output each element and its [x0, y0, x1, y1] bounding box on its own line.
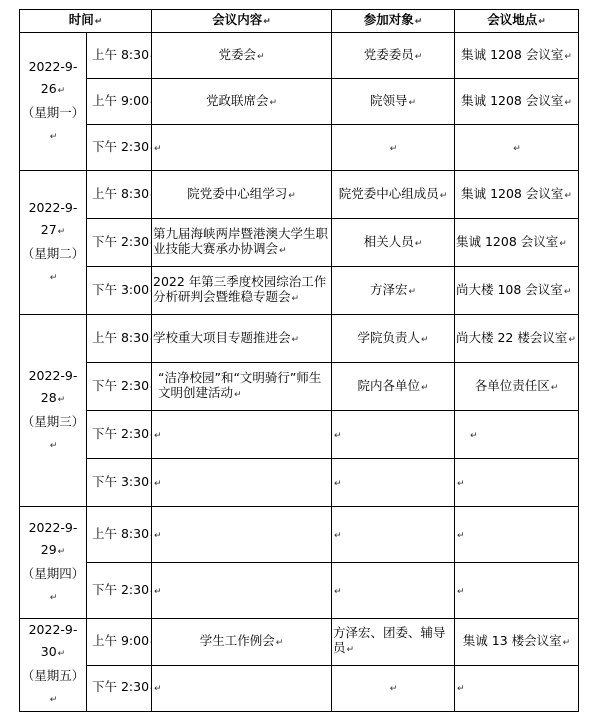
attendees-cell: ↵ — [332, 459, 455, 507]
weekday-label: （星期一）↵ — [21, 104, 85, 142]
location-cell: 集诚 1208 会议室↵ — [455, 171, 579, 219]
table-row — [20, 619, 579, 666]
time-cell: 上午 9:00 — [87, 619, 152, 666]
time-cell: 上午 8:30 — [87, 33, 152, 79]
location-cell: 尚大楼 22 楼会议室↵ — [455, 315, 579, 363]
location-cell: ↵ — [455, 563, 579, 619]
attendees-cell: 院领导↵ — [332, 79, 455, 125]
weekday-label: （星期三）↵ — [21, 413, 85, 451]
header-location: 会议地点↵ — [455, 10, 579, 33]
content-cell: ↵ — [152, 507, 332, 563]
content-cell: ↵ — [152, 125, 332, 171]
attendees-cell: 党委委员↵ — [332, 33, 455, 79]
content-cell: ↵ — [152, 665, 332, 712]
attendees-cell: 方泽宏、团委、辅导员↵ — [332, 619, 455, 666]
table-row — [20, 79, 579, 125]
table-row — [20, 563, 579, 619]
date-cell — [20, 33, 87, 171]
attendees-cell: ↵ — [332, 507, 455, 563]
attendees-cell: 院党委中心组成员↵ — [332, 171, 455, 219]
location-cell: ↵ — [455, 411, 579, 459]
date-label: 2022-9-30↵ — [28, 622, 78, 659]
location-cell: ↵ — [455, 459, 579, 507]
location-cell: ↵ — [455, 125, 579, 171]
attendees-cell: ↵ — [332, 665, 455, 712]
attendees-cell: 院内各单位↵ — [332, 363, 455, 411]
content-cell: ↵ — [152, 411, 332, 459]
content-cell: 学校重大项目专题推进会↵ — [152, 315, 332, 363]
attendees-cell: ↵ — [332, 125, 455, 171]
time-cell: 上午 9:00 — [87, 79, 152, 125]
table-row — [20, 665, 579, 712]
attendees-cell: ↵ — [332, 411, 455, 459]
date-label: 2022-9-26↵ — [28, 58, 78, 96]
date-cell — [20, 507, 87, 619]
attendees-cell: 方泽宏↵ — [332, 267, 455, 315]
header-time: 时间↵ — [20, 10, 152, 33]
time-cell: 下午 2:30 — [87, 363, 152, 411]
attendees-cell: ↵ — [332, 563, 455, 619]
table-row — [20, 411, 579, 459]
time-cell: 下午 2:30 — [87, 411, 152, 459]
location-cell: 集诚 1208 会议室↵ — [455, 219, 579, 267]
date-label: 2022-9-29↵ — [28, 519, 78, 557]
table-row — [20, 267, 579, 315]
attendees-cell: 学院负责人↵ — [332, 315, 455, 363]
content-cell: 党委会↵ — [152, 33, 332, 79]
weekday-label: （星期五）↵ — [21, 668, 85, 705]
table-row — [20, 507, 579, 563]
table-row — [20, 125, 579, 171]
time-cell: 下午 2:30 — [87, 125, 152, 171]
table-row — [20, 363, 579, 411]
weekday-label: （星期四）↵ — [21, 565, 85, 603]
time-cell: 上午 8:30 — [87, 171, 152, 219]
header-content: 会议内容↵ — [152, 10, 332, 33]
date-label: 2022-9-28↵ — [28, 367, 78, 405]
content-cell: “洁净校园”和“文明骑行”师生文明创建活动↵ — [152, 363, 332, 411]
time-cell: 下午 2:30 — [87, 563, 152, 619]
table-row — [20, 315, 579, 363]
location-cell: 各单位责任区↵ — [455, 363, 579, 411]
time-cell: 上午 8:30 — [87, 507, 152, 563]
location-cell: ↵ — [455, 507, 579, 563]
time-cell: 下午 3:30 — [87, 459, 152, 507]
content-cell: 学生工作例会↵ — [152, 619, 332, 666]
table-row — [20, 171, 579, 219]
table-row — [20, 219, 579, 267]
location-cell: 尚大楼 108 会议室↵ — [455, 267, 579, 315]
header-row — [20, 10, 579, 33]
location-cell: 集诚 13 楼会议室↵ — [455, 619, 579, 666]
location-cell: 集诚 1208 会议室↵ — [455, 33, 579, 79]
time-cell: 上午 8:30 — [87, 315, 152, 363]
location-cell: ↵ — [455, 665, 579, 712]
date-cell — [20, 315, 87, 507]
meeting-schedule-table — [19, 9, 579, 712]
content-cell: 院党委中心组学习↵ — [152, 171, 332, 219]
time-cell: 下午 2:30 — [87, 219, 152, 267]
header-attendees: 参加对象↵ — [332, 10, 455, 33]
content-cell: 2022 年第三季度校园综治工作分析研判会暨维稳专题会↵ — [152, 267, 332, 315]
location-cell: 集诚 1208 会议室↵ — [455, 79, 579, 125]
content-cell: ↵ — [152, 459, 332, 507]
date-cell — [20, 619, 87, 712]
content-cell: ↵ — [152, 563, 332, 619]
weekday-label: （星期二）↵ — [21, 245, 85, 283]
time-cell: 下午 3:00 — [87, 267, 152, 315]
content-cell: 第九届海峡两岸暨港澳大学生职业技能大赛承办协调会↵ — [152, 219, 332, 267]
attendees-cell: 相关人员↵ — [332, 219, 455, 267]
table-row — [20, 459, 579, 507]
date-cell — [20, 171, 87, 315]
date-label: 2022-9-27↵ — [28, 199, 78, 237]
table-row — [20, 33, 579, 79]
time-cell: 下午 2:30 — [87, 665, 152, 712]
content-cell: 党政联席会↵ — [152, 79, 332, 125]
